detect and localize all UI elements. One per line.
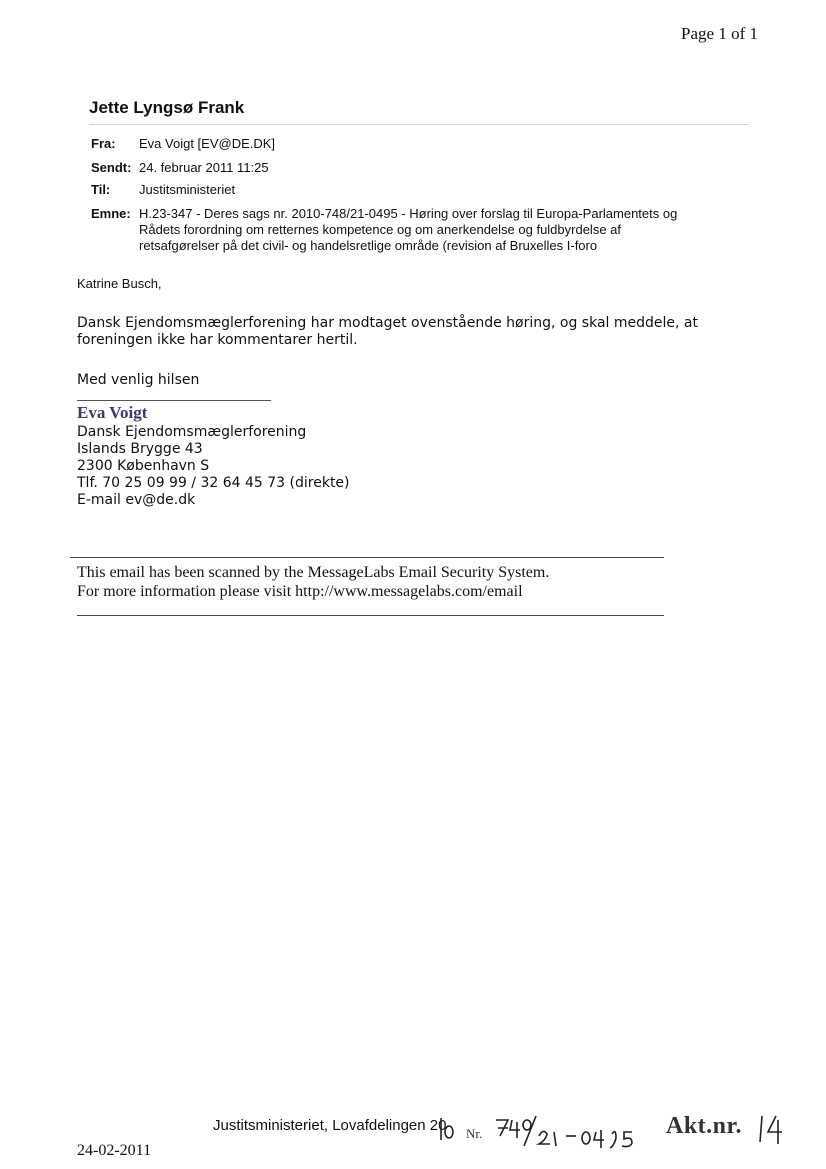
notice-line-1: This email has been scanned by the MessageLabs Email Security System.: [77, 564, 550, 581]
security-notice: [77, 563, 549, 601]
body-line-2: foreningen ikke har kommentarer hertil.: [77, 332, 358, 348]
print-date: 24-02-2011: [77, 1142, 152, 1159]
subject-row: [91, 206, 739, 254]
body-paragraph: [77, 315, 717, 349]
case-nr-label: Nr.: [466, 1126, 483, 1141]
subject-value: [139, 206, 739, 254]
header-divider: [89, 124, 749, 125]
signature-email: E-mail ev@de.dk: [77, 492, 196, 508]
from-value: Eva Voigt [EV@DE.DK]: [139, 136, 276, 151]
signature-name: Eva Voigt: [77, 403, 148, 422]
subject-line-1: H.23-347 - Deres sags nr. 2010-748/21-0495 - Høring over forslag til Europa-Parlamentets og: [139, 206, 678, 221]
subject-line-2: Rådets forordning om retternes kompetence og om anerkendelse og fuldbyrdelse af: [139, 222, 622, 237]
sent-value: 24. februar 2011 11:25: [139, 160, 269, 175]
signature-city: 2300 København S: [77, 458, 210, 474]
page-number: Page 1 of 1: [681, 24, 758, 43]
signature-street: Islands Brygge 43: [77, 441, 203, 457]
to-value: Justitsministeriet: [139, 182, 236, 197]
signature-divider: [77, 400, 271, 401]
to-label: Til:: [91, 182, 111, 197]
akt-label: Akt.nr.: [666, 1113, 742, 1139]
notice-bottom-divider: [77, 615, 664, 616]
subject-label: Emne:: [91, 206, 131, 221]
from-row: [91, 136, 275, 152]
handwritten-akt-number: [756, 1112, 786, 1146]
greeting: Katrine Busch,: [77, 276, 162, 291]
notice-top-divider: [70, 557, 664, 558]
sent-row: [91, 160, 269, 176]
signature-organization: Dansk Ejendomsmæglerforening: [77, 424, 307, 440]
signature-block: [77, 424, 350, 509]
sent-label: Sendt:: [91, 160, 132, 175]
from-label: Fra:: [91, 136, 116, 151]
to-row: [91, 182, 235, 198]
closing: Med venlig hilsen: [77, 372, 200, 388]
signature-phone: Tlf. 70 25 09 99 / 32 64 45 73 (direkte): [77, 475, 350, 491]
sender-heading: Jette Lyngsø Frank: [89, 98, 245, 117]
ministry-stamp: Justitsministeriet, Lovafdelingen 20: [213, 1117, 447, 1134]
body-line-1: Dansk Ejendomsmæglerforening har modtaget ovenstående høring, og skal meddele, at: [77, 315, 698, 331]
notice-line-2: For more information please visit http://www.messagelabs.com/email: [77, 583, 523, 600]
subject-line-3: retsafgørelser på det civil- og handelsretlige område (revision af Bruxelles I-foro: [139, 238, 598, 253]
handwritten-case-number: [436, 1110, 636, 1150]
